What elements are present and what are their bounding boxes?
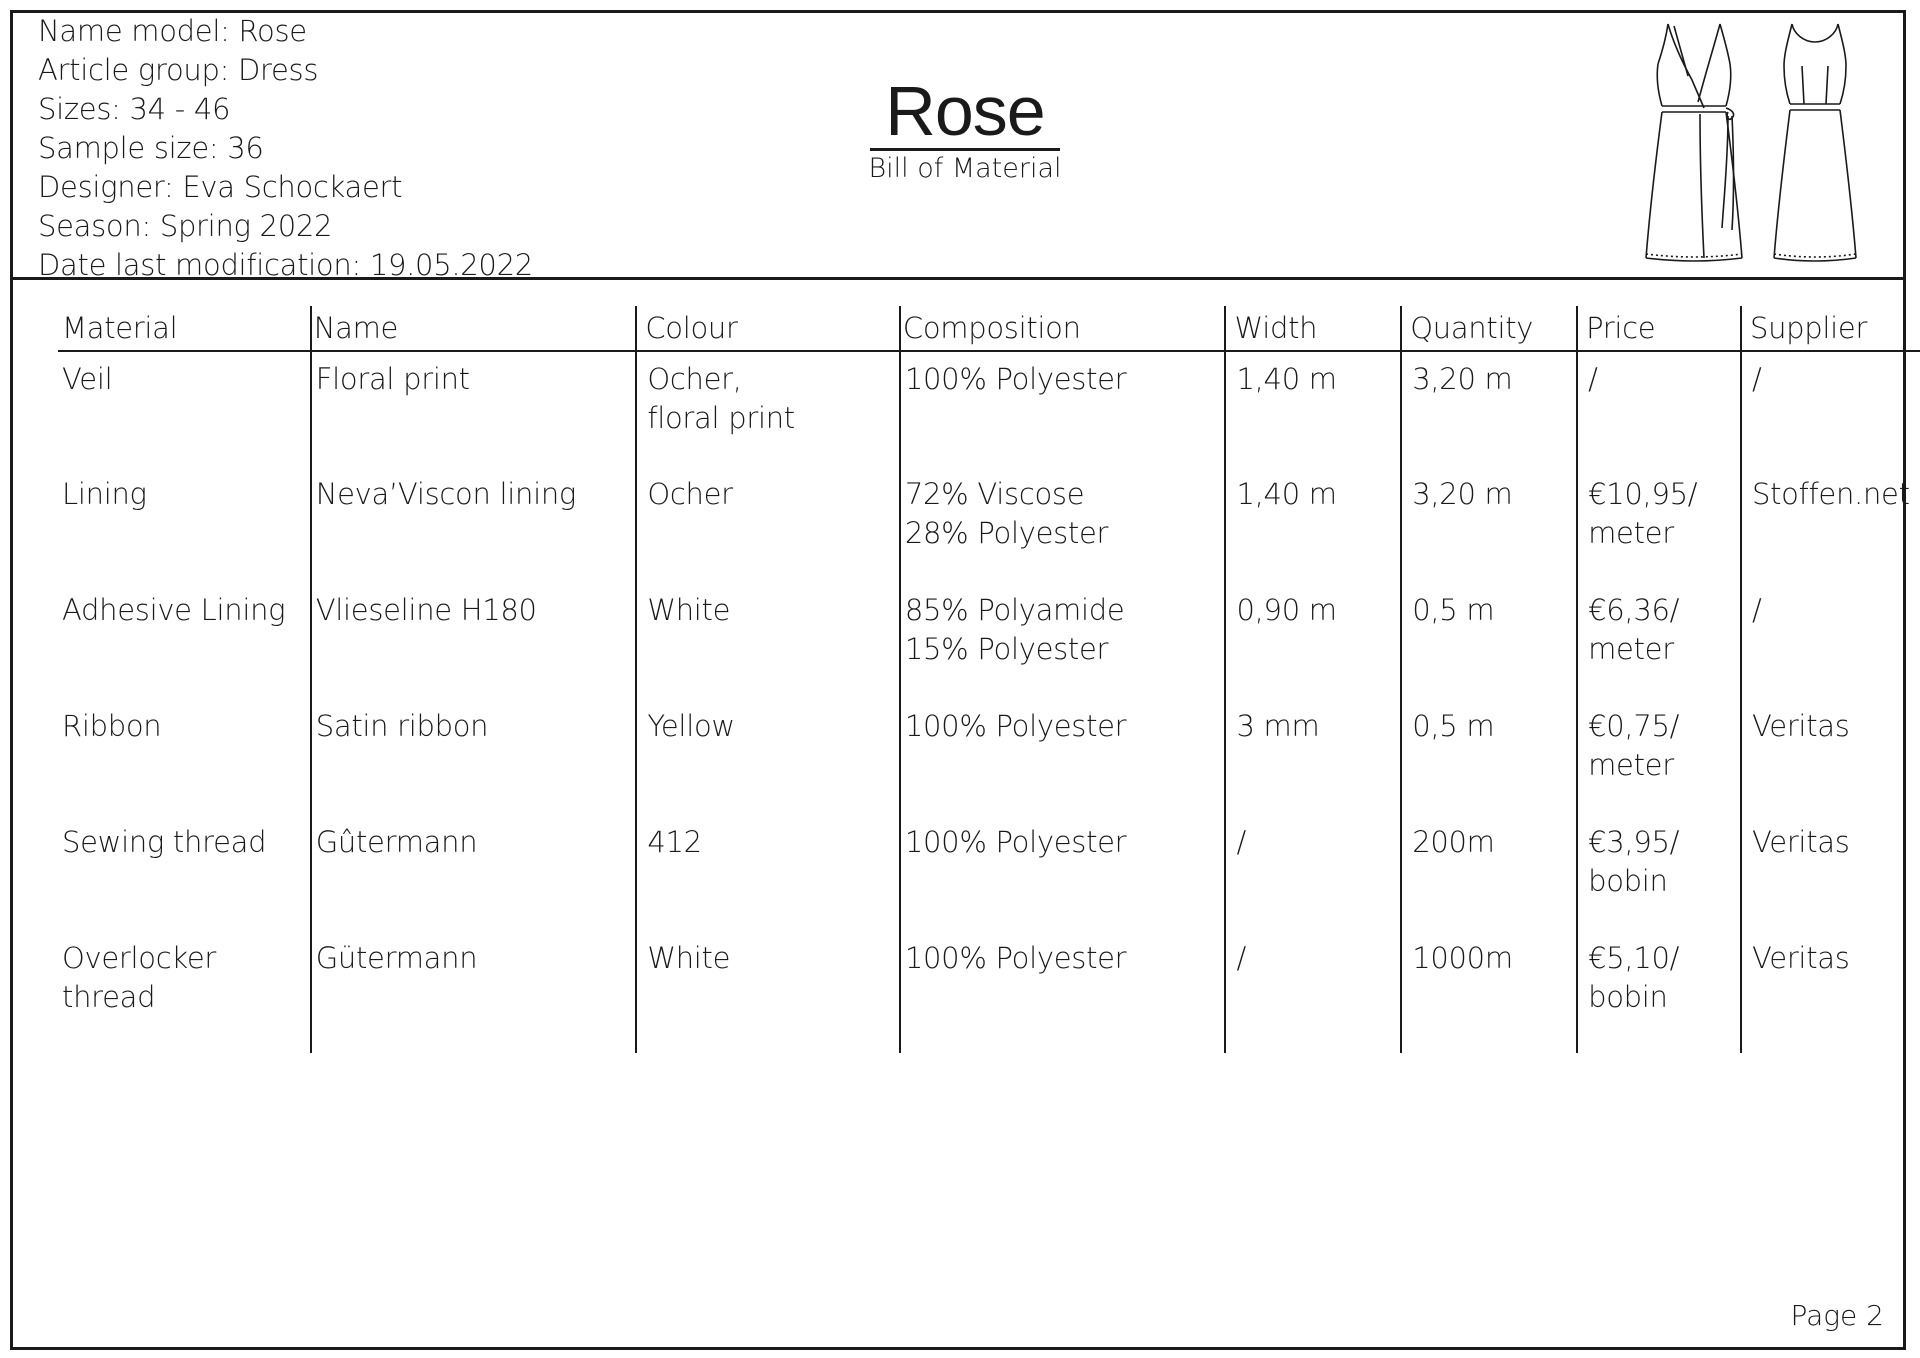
cell-supplier: / (1741, 351, 1920, 467)
table-row (58, 583, 1920, 699)
cell-width: / (1225, 931, 1401, 1053)
cell-width: 1,40 m (1225, 351, 1401, 467)
table-row (58, 699, 1920, 815)
cell-material: Veil (62, 362, 113, 396)
cell-width: 1,40 m (1225, 467, 1401, 583)
cell-colour: 412 (636, 815, 900, 931)
dress-front-sketch (1640, 18, 1748, 268)
sample-size: Sample size: 36 (38, 131, 264, 165)
cell-supplier: Veritas (1741, 815, 1920, 931)
cell-quantity: 200m (1401, 815, 1577, 931)
table-header-row (58, 306, 1920, 351)
cell-material: Overlocker thread (62, 941, 217, 1014)
cell-colour: Yellow (636, 699, 900, 815)
cell-supplier: / (1741, 583, 1920, 699)
title-block (860, 72, 1070, 187)
cell-width: 0,90 m (1225, 583, 1401, 699)
cell-material: Adhesive Lining (62, 593, 286, 627)
cell-composition: 100% Polyester (900, 815, 1226, 931)
designer: Designer: Eva Schockaert (38, 170, 403, 204)
header-width: Width (1225, 306, 1401, 351)
cell-name: Gütermann (311, 931, 637, 1053)
cell-width: 3 mm (1225, 699, 1401, 815)
cell-quantity: 0,5 m (1401, 699, 1577, 815)
table-row (58, 931, 1920, 1053)
name-model: Name model: Rose (38, 14, 307, 48)
header-composition: Composition (900, 306, 1226, 351)
cell-quantity: 3,20 m (1401, 467, 1577, 583)
cell-price: €6,36/ meter (1577, 583, 1741, 699)
cell-supplier: Stoffen.net (1741, 467, 1920, 583)
cell-name: Neva’Viscon lining (311, 467, 637, 583)
cell-name: Gûtermann (311, 815, 637, 931)
cell-supplier: Veritas (1741, 931, 1920, 1053)
model-info (38, 12, 533, 285)
cell-quantity: 3,20 m (1401, 351, 1577, 467)
cell-material: Lining (62, 477, 147, 511)
cell-material: Sewing thread (62, 825, 267, 859)
table-row (58, 815, 1920, 931)
cell-composition: 100% Polyester (900, 699, 1226, 815)
cell-supplier: Veritas (1741, 699, 1920, 815)
header-name: Name (311, 306, 637, 351)
sizes: Sizes: 34 - 46 (38, 92, 231, 126)
article-group: Article group: Dress (38, 53, 319, 87)
cell-price: €3,95/ bobin (1577, 815, 1741, 931)
cell-composition: 100% Polyester (900, 351, 1226, 467)
table-row (58, 351, 1920, 467)
page-title: Rose (885, 72, 1045, 150)
cell-price: €5,10/ bobin (1577, 931, 1741, 1053)
cell-colour: Ocher, floral print (636, 351, 900, 467)
header-colour: Colour (636, 306, 900, 351)
header-quantity: Quantity (1401, 306, 1577, 351)
cell-name: Floral print (311, 351, 637, 467)
cell-composition: 72% Viscose 28% Polyester (900, 467, 1226, 583)
header-material: Material (58, 306, 311, 351)
cell-price: / (1577, 351, 1741, 467)
cell-colour: Ocher (636, 467, 900, 583)
dress-back-sketch (1770, 18, 1860, 268)
table-row (58, 467, 1920, 583)
cell-quantity: 1000m (1401, 931, 1577, 1053)
cell-colour: White (636, 931, 900, 1053)
date-last-modification: Date last modification: 19.05.2022 (38, 248, 533, 282)
cell-composition: 100% Polyester (900, 931, 1226, 1053)
bill-of-material-table (58, 306, 1920, 1053)
page-number: Page 2 (1790, 1299, 1884, 1332)
cell-name: Satin ribbon (311, 699, 637, 815)
cell-composition: 85% Polyamide 15% Polyester (900, 583, 1226, 699)
cell-quantity: 0,5 m (1401, 583, 1577, 699)
cell-price: €0,75/ meter (1577, 699, 1741, 815)
page-subtitle: Bill of Material (868, 153, 1062, 184)
header-supplier: Supplier (1741, 306, 1920, 351)
cell-material: Ribbon (62, 709, 162, 743)
cell-colour: White (636, 583, 900, 699)
cell-width: / (1225, 815, 1401, 931)
header-price: Price (1577, 306, 1741, 351)
cell-price: €10,95/ meter (1577, 467, 1741, 583)
season: Season: Spring 2022 (38, 209, 333, 243)
cell-name: Vlieseline H180 (311, 583, 637, 699)
